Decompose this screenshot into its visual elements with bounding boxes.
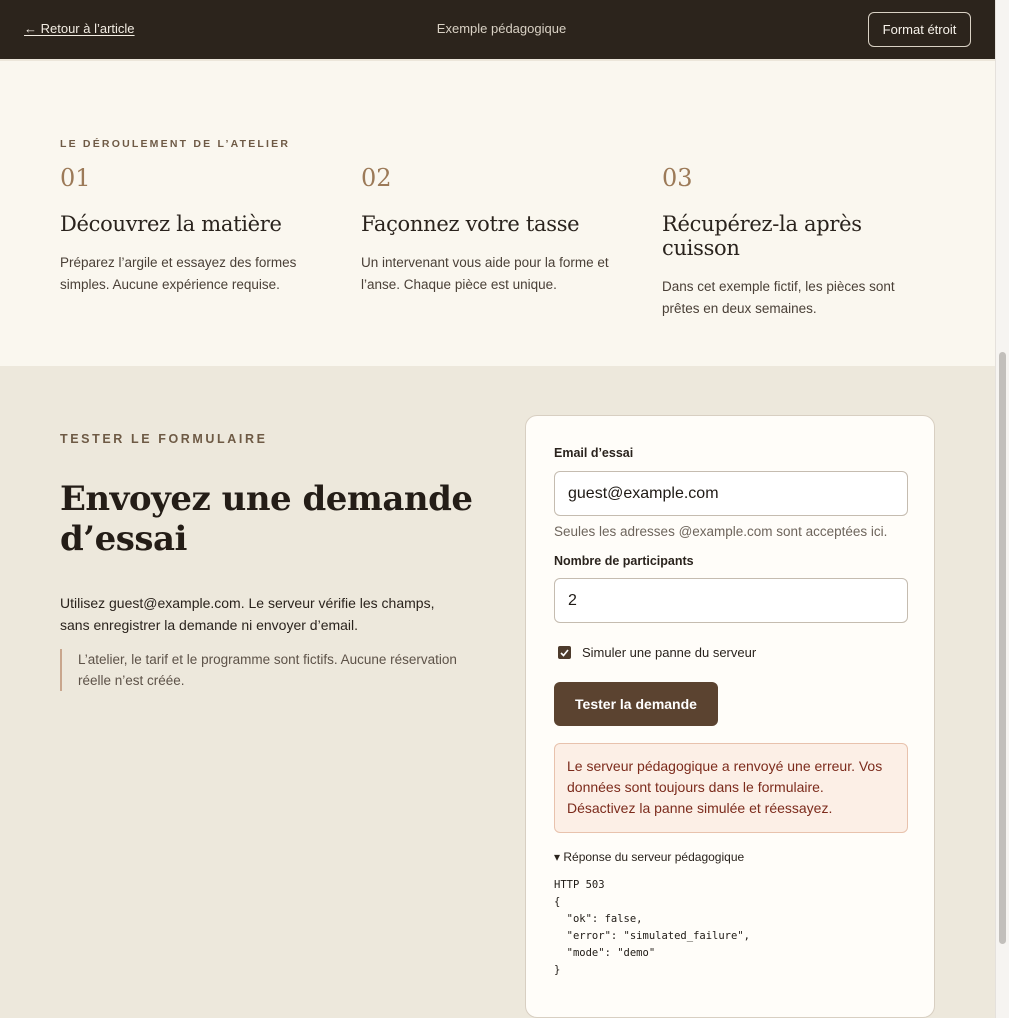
back-to-article-link[interactable]: ← Retour à l’article — [24, 21, 135, 36]
step-title: Découvrez la matière — [60, 212, 282, 236]
top-bar — [0, 0, 995, 59]
step-item — [60, 164, 340, 296]
form-heading: Envoyez une demande d’essai — [60, 479, 473, 559]
page-scrollbar[interactable] — [995, 0, 1009, 1018]
workshop-steps-section — [0, 59, 995, 366]
step-title: Façonnez votre tasse — [361, 212, 580, 236]
error-alert: Le serveur pédagogique a renvoyé une erreur. Vos données sont toujours dans le formulaire. Désactivez la panne simulée et réessayez. — [554, 743, 908, 833]
server-response-code: HTTP 503 { "ok": false, "error": "simulated_failure", "mode": "demo" } — [554, 879, 750, 976]
page-title: Exemple pédagogique — [436, 21, 567, 36]
step-item — [361, 164, 641, 296]
email-label: Email d’essai — [554, 446, 634, 460]
steps-eyebrow: LE DÉROULEMENT DE L’ATELIER — [60, 138, 291, 150]
simulate-failure-toggle[interactable] — [558, 645, 756, 660]
step-item — [662, 164, 942, 320]
step-number: 03 — [662, 164, 693, 192]
email-field[interactable]: guest@example.com — [554, 471, 908, 516]
form-card — [525, 415, 935, 1018]
step-title: Récupérez-la après cuisson — [662, 212, 862, 260]
server-response-toggle[interactable]: ▾ Réponse du serveur pédagogique — [554, 850, 745, 864]
narrow-format-button[interactable]: Format étroit — [868, 12, 971, 47]
email-hint: Seules les adresses @example.com sont acceptées ici. — [554, 524, 888, 539]
disclaimer-note: L’atelier, le tarif et le programme sont fictifs. Aucune réservation réelle n’est créée. — [60, 649, 460, 691]
form-intro: Utilisez guest@example.com. Le serveur vérifie les champs, sans enregistrer la demande ni envoyer d’email. — [60, 595, 435, 633]
step-text: Un intervenant vous aide pour la forme et l’anse. Chaque pièce est unique. — [361, 255, 609, 292]
step-number: 01 — [60, 164, 91, 192]
scrollbar-thumb[interactable] — [999, 352, 1006, 944]
participants-field[interactable]: 2 — [554, 578, 908, 623]
participants-label: Nombre de participants — [554, 554, 694, 568]
step-number: 02 — [361, 164, 392, 192]
test-form-section — [0, 366, 995, 1018]
simulate-failure-label: Simuler une panne du serveur — [582, 645, 757, 660]
step-text: Préparez l’argile et essayez des formes simples. Aucune expérience requise. — [60, 255, 297, 292]
submit-button[interactable]: Tester la demande — [554, 682, 718, 726]
form-eyebrow: TESTER LE FORMULAIRE — [60, 432, 268, 446]
check-icon — [560, 649, 569, 657]
simulate-failure-checkbox[interactable] — [558, 646, 571, 659]
step-text: Dans cet exemple fictif, les pièces sont prêtes en deux semaines. — [662, 279, 895, 316]
